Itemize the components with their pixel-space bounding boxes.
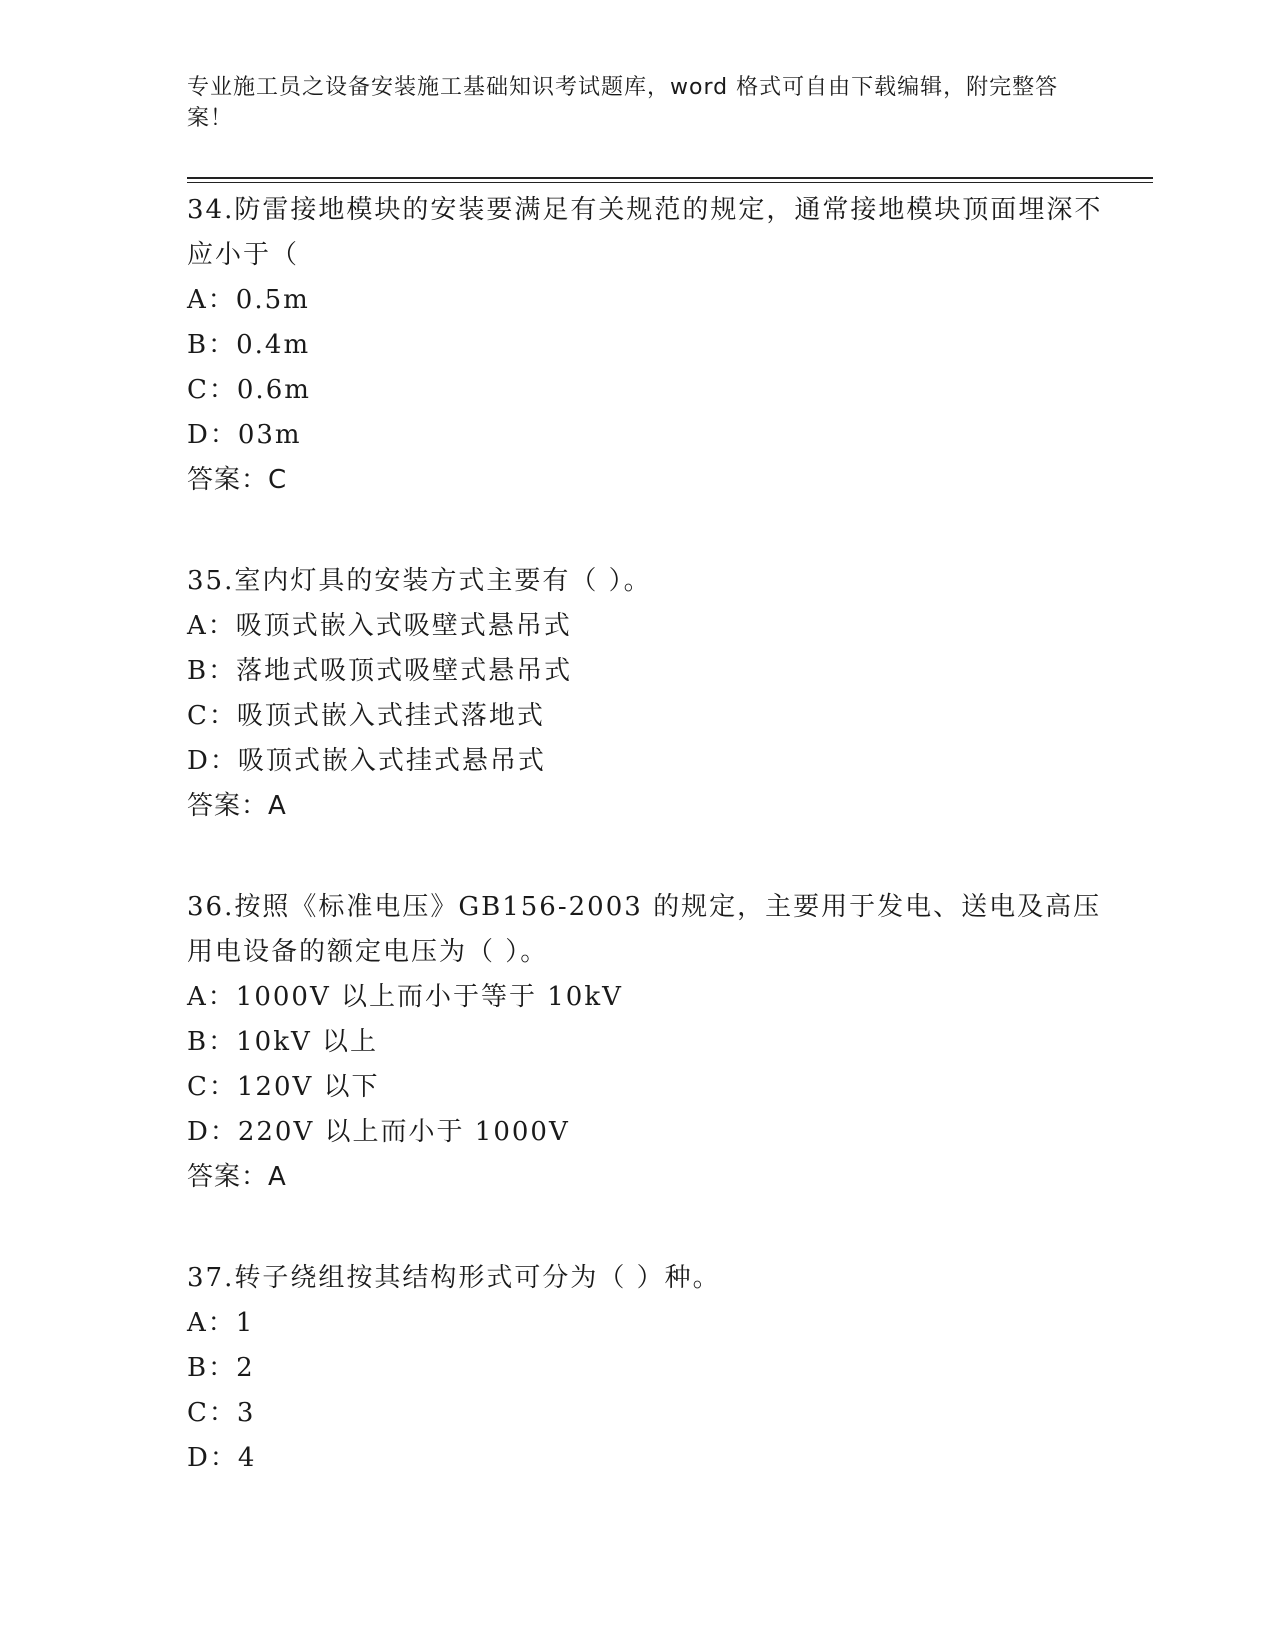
option-b: B：2 [187,1353,255,1383]
option-a: A：1000V 以上而小于等于 10kV [187,982,623,1012]
answer: 答案：A [187,791,287,821]
header-divider [187,177,1153,179]
option-b: B：0.4m [187,330,311,360]
option-c: C：吸顶式嵌入式挂式落地式 [187,701,545,731]
question-stem: 37.转子绕组按其结构形式可分为（ ）种。 [187,1263,721,1293]
question-stem: 35.室内灯具的安装方式主要有（ ）。 [187,566,652,596]
question-37 [187,1256,1107,1481]
option-c: C：120V 以下 [187,1072,380,1102]
option-a: A：1 [187,1308,255,1338]
question-stem: 36.按照《标准电压》GB156-2003 的规定，主要用于发电、送电及高压用电设备的额定电压为（ ）。 [187,892,1102,967]
answer: 答案：C [187,465,288,495]
option-d: D：03m [187,420,302,450]
question-36 [187,885,1107,1200]
answer: 答案：A [187,1162,287,1192]
option-d: D：220V 以上而小于 1000V [187,1117,570,1147]
option-c: C：0.6m [187,375,311,405]
question-34 [187,188,1107,503]
option-d: D：4 [187,1443,257,1473]
option-c: C：3 [187,1398,256,1428]
option-d: D：吸顶式嵌入式挂式悬吊式 [187,746,546,776]
option-a: A：0.5m [187,285,310,315]
question-list [187,188,1107,1537]
option-a: A：吸顶式嵌入式吸壁式悬吊式 [187,611,572,641]
option-b: B：10kV 以上 [187,1027,378,1057]
header-divider-thin [187,182,1153,183]
question-35 [187,559,1107,829]
question-stem: 34.防雷接地模块的安装要满足有关规范的规定，通常接地模块顶面埋深不应小于（ [187,195,1103,270]
option-b: B：落地式吸顶式吸壁式悬吊式 [187,656,573,686]
document-header: 专业施工员之设备安装施工基础知识考试题库，word 格式可自由下载编辑，附完整答案！ [187,75,1059,131]
